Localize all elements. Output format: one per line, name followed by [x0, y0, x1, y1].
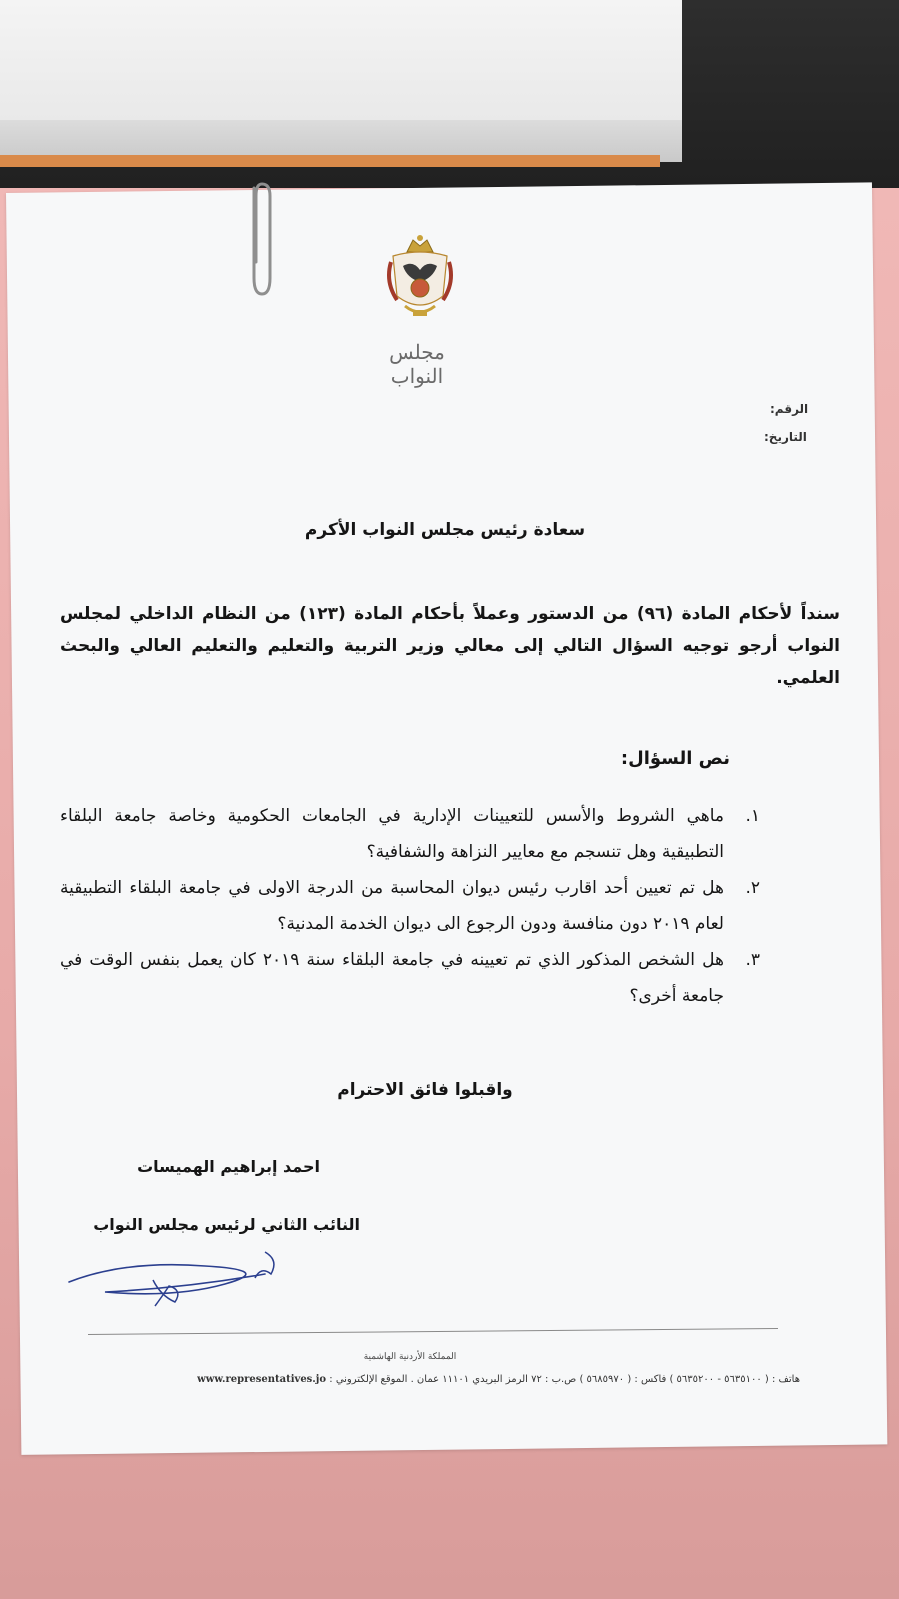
question-text: هل الشخص المذكور الذي تم تعيينه في جامعة البلقاء سنة ٢٠١٩ كان يعمل بنفس الوقت في جامعة أخرى؟ — [60, 950, 724, 1006]
institution-logo-text: مجلس النواب — [389, 340, 445, 388]
date-label: التاريخ: — [764, 430, 807, 444]
salutation: سعادة رئيس مجلس النواب الأكرم — [304, 520, 586, 540]
coat-of-arms-icon — [383, 230, 457, 322]
number-label: الرقم: — [770, 402, 809, 416]
footer-contact — [110, 1374, 800, 1385]
box-edge-strip — [0, 155, 660, 167]
question-text: هل تم تعيين أحد اقارب رئيس ديوان المحاسبة من الدرجة الاولى في جامعة البلقاء التطبيقية لعام ٢٠١٩ دون منافسة ودون الرجوع الى ديوان الخدمة المدنية؟ — [60, 878, 724, 934]
question-list — [60, 798, 760, 1014]
paperclip-icon — [242, 182, 276, 300]
footer-seal-text: المملكة الأردنية الهاشمية — [363, 1352, 457, 1362]
question-item — [60, 942, 760, 1014]
question-number: ٣. — [745, 950, 760, 970]
question-item — [60, 870, 760, 942]
closing-line: واقبلوا فائق الاحترام — [337, 1080, 513, 1100]
signatory-name: احمد إبراهيم الهميسات — [137, 1157, 320, 1176]
question-text: ماهي الشروط والأسس للتعيينات الإدارية في الجامعات الحكومية وخاصة جامعة البلقاء التطبيقية وهل تنسجم مع معايير النزاهة والشفافية؟ — [60, 806, 724, 862]
question-item — [60, 798, 760, 870]
white-box-lid — [0, 0, 682, 122]
intro-paragraph: سنداً لأحكام المادة (٩٦) من الدستور وعملاً بأحكام المادة (١٢٣) من النظام الداخلي لمجلس النواب أرجو توجيه السؤال التالي إلى معالي وزير التربية والتعليم والتعليم العالي والبحث العلمي. — [60, 604, 840, 688]
question-number: ١. — [745, 806, 760, 826]
website-link[interactable]: www.representatives.jo — [197, 1374, 327, 1385]
questions-title: نص السؤال: — [620, 748, 730, 769]
handwritten-signature — [65, 1240, 295, 1310]
footer-contact-info: هاتف : ( ٥٦٣٥١٠٠ - ٥٦٣٥٢٠٠ ) فاكس : ( ٥٦٨٥٩٧٠ ) ص.ب : ٧٢ الرمز البريدي ١١١٠١ عمان . الموقع الإلكتروني : — [329, 1374, 800, 1385]
signatory-title: النائب الثاني لرئيس مجلس النواب — [93, 1215, 360, 1234]
question-number: ٢. — [745, 878, 760, 898]
